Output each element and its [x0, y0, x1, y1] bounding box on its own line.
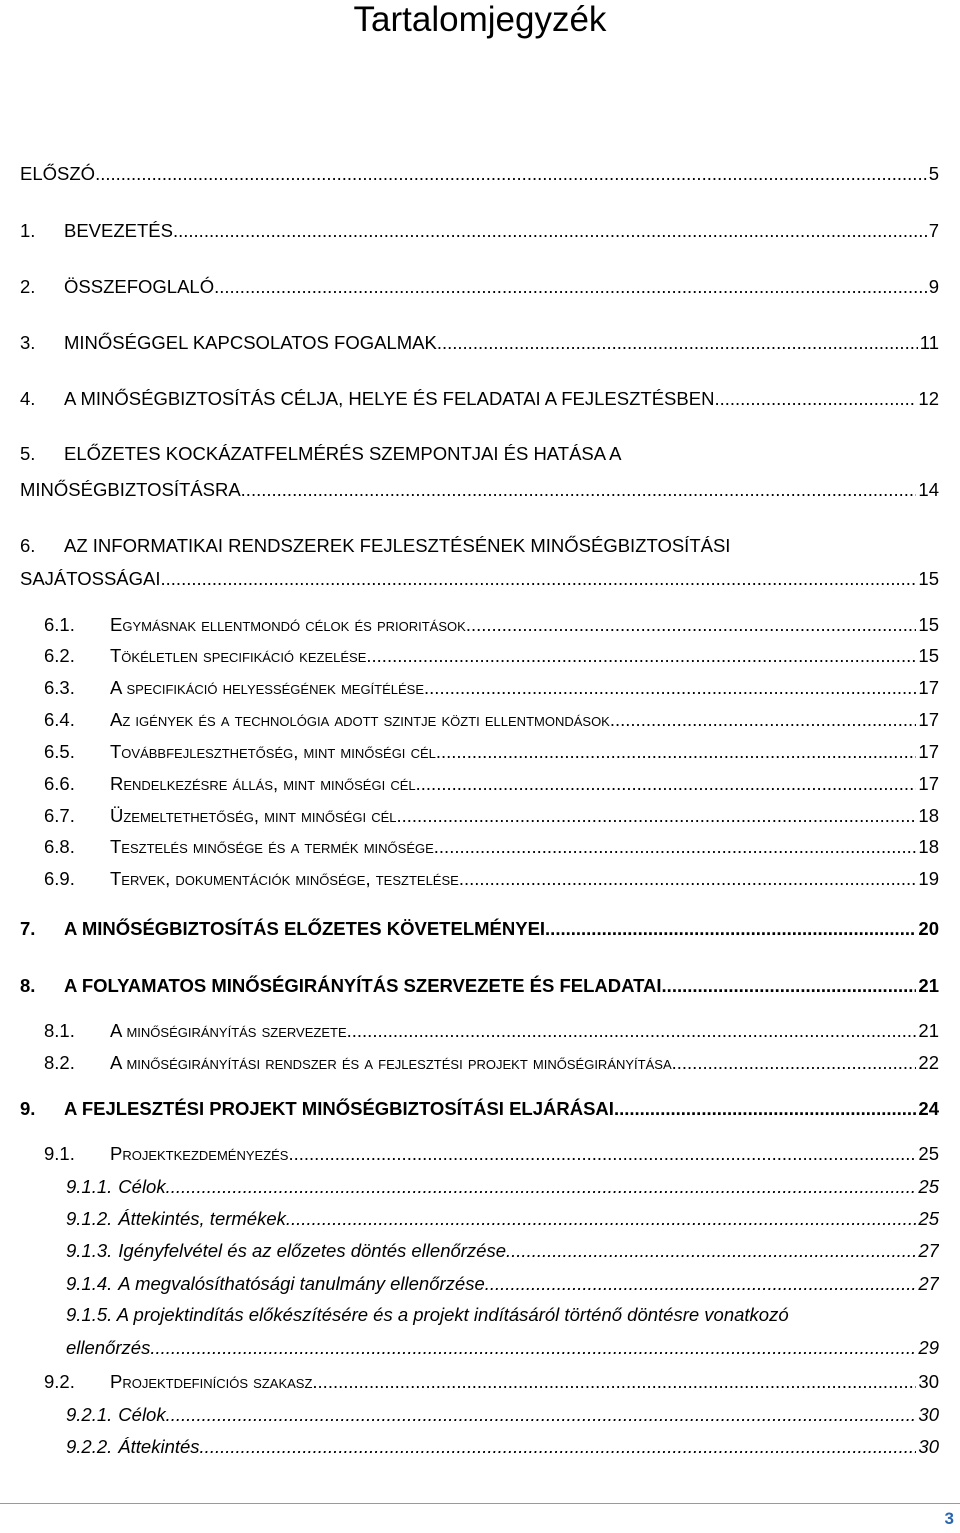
toc-entry-text-line1: ELŐZETES KOCKÁZATFELMÉRÉS SZEMPONTJAI ÉS HATÁSA A — [64, 443, 622, 464]
toc-entry-text: ÖSSZEFOGLALÓ — [64, 276, 215, 297]
toc-entry-number: 9.1.5. — [66, 1304, 113, 1325]
dot-leader — [286, 1207, 917, 1231]
toc-page-number: 29 — [918, 1337, 939, 1358]
toc-entry-8[interactable] — [20, 972, 939, 998]
toc-entry-number: 6.2. — [44, 645, 75, 666]
dot-leader — [347, 1019, 917, 1043]
toc-entry-6-8[interactable] — [44, 833, 939, 859]
toc-page-number: 25 — [918, 1176, 939, 1197]
toc-entry-number: 5. — [20, 443, 36, 464]
toc-entry-6-6[interactable] — [44, 770, 939, 796]
toc-page-number: 20 — [918, 918, 939, 939]
dot-leader — [459, 867, 917, 891]
dot-leader — [672, 1051, 917, 1075]
dot-leader — [424, 676, 916, 700]
toc-entry-6[interactable] — [20, 565, 939, 591]
toc-entry-number: 9. — [20, 1098, 36, 1119]
toc-page-number: 24 — [918, 1098, 939, 1119]
toc-entry-text-line1: AZ INFORMATIKAI RENDSZEREK FEJLESZTÉSÉNEK MINŐSÉGBIZTOSÍTÁSI — [64, 535, 731, 556]
toc-page-number: 14 — [918, 479, 939, 500]
toc-entry-5[interactable] — [20, 476, 939, 502]
toc-entry-text: MINŐSÉGBIZTOSÍTÁSRA — [20, 479, 241, 500]
toc-entry-text: Üzemeltethetőség, mint minőségi cél — [110, 805, 397, 826]
toc-entry-7[interactable] — [20, 915, 939, 941]
toc-page-number: 25 — [918, 1143, 939, 1164]
toc-entry-text: A megvalósíthatósági tanulmány ellenőrzése — [118, 1273, 485, 1294]
toc-entry-text: Projektdefiníciós szakasz — [110, 1371, 313, 1392]
toc-entry-9-1-5[interactable] — [66, 1334, 939, 1360]
toc-entry-number: 6.9. — [44, 868, 75, 889]
toc-entry-2[interactable] — [20, 273, 939, 299]
toc-page-number: 11 — [919, 332, 939, 353]
toc-entry-text: Az igények és a technológia adott szintje közti ellentmondások — [110, 709, 610, 730]
toc-page-number: 15 — [918, 645, 939, 666]
toc-entry-text: Tökéletlen specifikáció kezelése — [110, 645, 367, 666]
toc-entry-number: 2. — [20, 276, 36, 297]
toc-page-number: 21 — [918, 1020, 939, 1041]
dot-leader — [95, 162, 927, 186]
dot-leader — [150, 1336, 916, 1360]
dot-leader — [161, 567, 917, 591]
toc-entry-number: 6.5. — [44, 741, 75, 762]
dot-leader — [434, 835, 917, 859]
dot-leader — [173, 219, 927, 243]
toc-entry-text: A FEJLESZTÉSI PROJEKT MINŐSÉGBIZTOSÍTÁSI ELJÁRÁSAI — [64, 1098, 614, 1119]
toc-entry-number: 6.6. — [44, 773, 75, 794]
toc-entry-text: A minőségirányítás szervezete — [110, 1020, 347, 1041]
toc-page-number: 22 — [918, 1052, 939, 1073]
toc-page-number: 30 — [918, 1436, 939, 1457]
toc-entry-number: 9.1.4. — [66, 1273, 113, 1294]
dot-leader — [545, 917, 916, 941]
toc-entry-8-1[interactable] — [44, 1017, 939, 1043]
toc-entry-6-4[interactable] — [44, 706, 939, 732]
toc-entry-text: A MINŐSÉGBIZTOSÍTÁS ELŐZETES KÖVETELMÉNYEI — [64, 918, 546, 939]
dot-leader — [466, 613, 917, 637]
dot-leader — [366, 644, 916, 668]
toc-entry-number: 6.7. — [44, 805, 75, 826]
toc-entry-number: 9.2.2. — [66, 1436, 113, 1457]
dot-leader — [436, 740, 917, 764]
toc-page-number: 27 — [918, 1273, 939, 1294]
toc-page-number: 25 — [918, 1208, 939, 1229]
toc-entry-number: 9.1.2. — [66, 1208, 113, 1229]
toc-entry-text: A FOLYAMATOS MINŐSÉGIRÁNYÍTÁS SZERVEZETE ÉS FELADATAI — [64, 975, 662, 996]
toc-entry-9-1-5-line1[interactable] — [66, 1303, 789, 1327]
toc-entry-text: ELŐSZÓ — [20, 163, 96, 184]
toc-page-number: 27 — [918, 1240, 939, 1261]
toc-page-number: 19 — [918, 868, 939, 889]
dot-leader — [166, 1403, 917, 1427]
toc-entry-text: Igényfelvétel és az előzetes döntés ellenőrzése — [118, 1240, 507, 1261]
toc-page-number: 17 — [918, 741, 939, 762]
toc-page-number: 12 — [918, 388, 939, 409]
toc-entry-3[interactable] — [20, 329, 939, 355]
toc-entry-number: 9.1. — [44, 1143, 75, 1164]
toc-entry-9-1-3[interactable] — [66, 1237, 939, 1263]
toc-page-number: 5 — [928, 163, 939, 184]
toc-entry-text: SAJÁTOSSÁGAI — [20, 568, 161, 589]
toc-entry-9-1-1[interactable] — [66, 1173, 939, 1199]
toc-entry-text: Továbbfejleszthetőség, mint minőségi cél — [110, 741, 436, 762]
toc-entry-6-7[interactable] — [44, 802, 939, 828]
toc-entry-9-2-1[interactable] — [66, 1401, 939, 1427]
toc-entry-text: A specifikáció helyességének megítélése — [110, 677, 425, 698]
toc-entry-text: Áttekintés, termékek — [118, 1208, 286, 1229]
toc-entry-text: Célok — [118, 1176, 166, 1197]
toc-page-number: 18 — [918, 805, 939, 826]
toc-entry-text: A MINŐSÉGBIZTOSÍTÁS CÉLJA, HELYE ÉS FELADATAI A FEJLESZTÉSBEN — [64, 388, 715, 409]
toc-entry-6-5[interactable] — [44, 738, 939, 764]
dot-leader — [506, 1239, 916, 1263]
toc-entry-text: Projektkezdeményezés — [110, 1143, 289, 1164]
toc-entry-4[interactable] — [20, 385, 939, 411]
toc-entry-6-line1[interactable] — [20, 534, 730, 558]
toc-entry-5-line1[interactable] — [20, 442, 622, 466]
toc-entry-6-1[interactable] — [44, 611, 939, 637]
toc-entry-text: Rendelkezésre állás, mint minőségi cél — [110, 773, 416, 794]
toc-entry-number: 8. — [20, 975, 36, 996]
toc-entry-9-1-4[interactable] — [66, 1270, 939, 1296]
dot-leader — [614, 1097, 916, 1121]
toc-entry-number: 7. — [20, 918, 36, 939]
toc-page-number: 30 — [918, 1404, 939, 1425]
toc-entry-number: 9.1.3. — [66, 1240, 113, 1261]
toc-entry-text: Tesztelés minősége és a termék minősége — [110, 836, 434, 857]
toc-entry-text-line1: A projektindítás előkészítésére és a projekt indításáról történő döntésre vonatkozó — [116, 1304, 789, 1325]
toc-entry-text: BEVEZETÉS — [64, 220, 173, 241]
toc-entry-text: A minőségirányítási rendszer és a fejlesztési projekt minőségirányítása — [110, 1052, 672, 1073]
toc-page-number: 21 — [918, 975, 939, 996]
toc-entry-text: Áttekintés — [118, 1436, 200, 1457]
toc-entry-9-1[interactable] — [44, 1140, 939, 1166]
toc-page-number: 7 — [928, 220, 939, 241]
toc-entry-number: 6.3. — [44, 677, 75, 698]
toc-entry-number: 3. — [20, 332, 36, 353]
toc-entry-number: 6.4. — [44, 709, 75, 730]
toc-entry-6-2[interactable] — [44, 642, 939, 668]
toc-entry-number: 6. — [20, 535, 36, 556]
toc-entry-6-9[interactable] — [44, 865, 939, 891]
dot-leader — [166, 1175, 917, 1199]
toc-entry-text: ellenőrzés — [66, 1337, 151, 1358]
toc-entry-number: 6.8. — [44, 836, 75, 857]
toc-entry-text: MINŐSÉGGEL KAPCSOLATOS FOGALMAK — [64, 332, 437, 353]
dot-leader — [662, 974, 917, 998]
toc-entry-9-1-2[interactable] — [66, 1205, 939, 1231]
toc-page-number: 18 — [918, 836, 939, 857]
dot-leader — [485, 1272, 917, 1296]
dot-leader — [396, 804, 916, 828]
toc-entry-text: Egymásnak ellentmondó célok és prioritások — [110, 614, 466, 635]
toc-entry-text: Célok — [118, 1404, 166, 1425]
toc-entry-number: 4. — [20, 388, 36, 409]
dot-leader — [312, 1370, 916, 1394]
toc-entry-number: 6.1. — [44, 614, 75, 635]
dot-leader — [416, 772, 917, 796]
dot-leader — [610, 708, 917, 732]
toc-entry-9-2-2[interactable] — [66, 1433, 939, 1459]
toc-entry-eloszo[interactable] — [20, 160, 939, 186]
toc-page-number: 15 — [918, 614, 939, 635]
toc-entry-1[interactable] — [20, 217, 939, 243]
toc-entry-6-3[interactable] — [44, 674, 939, 700]
toc-page-number: 17 — [918, 709, 939, 730]
dot-leader — [214, 275, 927, 299]
toc-page-number: 17 — [918, 677, 939, 698]
toc-entry-number: 8.1. — [44, 1020, 75, 1041]
toc-entry-number: 1. — [20, 220, 36, 241]
dot-leader — [200, 1435, 917, 1459]
dot-leader — [288, 1142, 916, 1166]
toc-entry-number: 9.1.1. — [66, 1176, 113, 1197]
toc-entry-number: 9.2. — [44, 1371, 75, 1392]
toc-page-number: 15 — [918, 568, 939, 589]
toc-entry-text: Tervek, dokumentációk minősége, tesztelése — [110, 868, 459, 889]
footer-divider — [0, 1503, 960, 1504]
toc-page-number: 9 — [928, 276, 939, 297]
page-title: Tartalomjegyzék — [353, 0, 607, 39]
toc-page-number: 17 — [918, 773, 939, 794]
dot-leader — [437, 331, 918, 355]
dot-leader — [714, 387, 916, 411]
footer-page-number: 3 — [944, 1509, 954, 1528]
toc-page-number: 30 — [918, 1371, 939, 1392]
dot-leader — [241, 478, 917, 502]
toc-entry-9[interactable] — [20, 1095, 939, 1121]
toc-entry-9-2[interactable] — [44, 1368, 939, 1394]
toc-entry-8-2[interactable] — [44, 1049, 939, 1075]
toc-entry-number: 9.2.1. — [66, 1404, 113, 1425]
toc-entry-number: 8.2. — [44, 1052, 75, 1073]
